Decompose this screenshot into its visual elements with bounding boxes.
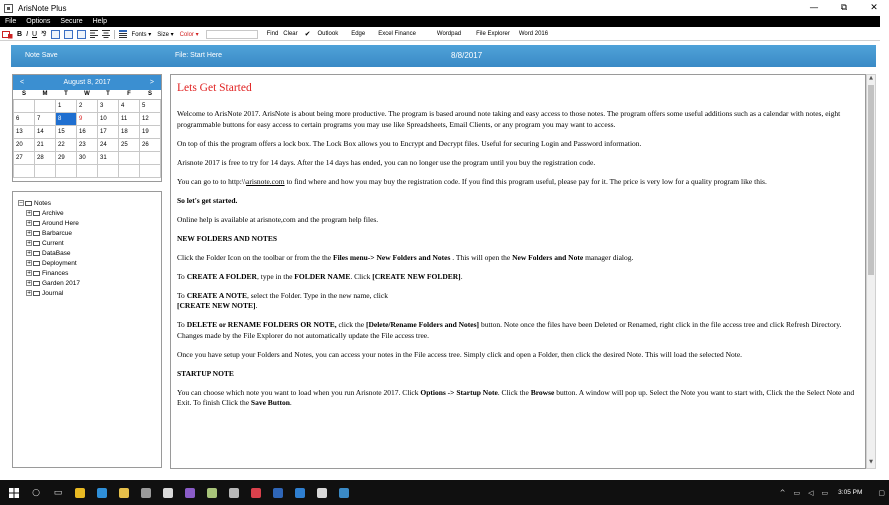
expand-icon[interactable]: + (27, 260, 32, 266)
note-text: To (177, 320, 187, 329)
toolbar-divider (114, 30, 115, 39)
tree-folder-item[interactable] (13, 258, 161, 268)
note-paragraph (177, 369, 859, 380)
note-text: [CREATE NEW NOTE] (177, 301, 256, 310)
editor-scrollbar[interactable] (866, 74, 876, 469)
taskbar-notes-icon[interactable] (160, 485, 176, 501)
weekday-label: T (98, 90, 119, 99)
note-text: You can go to to http:\\ (177, 176, 247, 186)
fonts-dropdown[interactable]: Fonts ▾ (131, 31, 152, 38)
calendar-day[interactable] (119, 164, 140, 177)
color-dropdown[interactable]: Color ▾ (179, 31, 199, 38)
calendar-day[interactable]: 30 (77, 151, 98, 164)
folder-icon (33, 231, 40, 236)
note-text: To (177, 290, 187, 300)
note-text: button. Note once the files have been Deleted or Renamed, right click in the file access tree and click Refresh Directory. Changes made by the File Explorer do not automatically update the File access tree. (177, 320, 842, 340)
weekday-label: W (77, 90, 98, 99)
visual-studio-icon (185, 488, 195, 498)
file-explorer-button[interactable]: File Explorer (476, 31, 510, 37)
calendar (12, 74, 162, 182)
calendar-day[interactable] (98, 164, 119, 177)
note-text: manager dialog. (583, 252, 634, 262)
calendar-day[interactable] (119, 151, 140, 164)
arisnote-icon (339, 488, 349, 498)
calendar-day[interactable]: 20 (14, 138, 35, 151)
calendar-day[interactable]: 12 (140, 112, 161, 125)
tree-folder-item[interactable] (13, 248, 161, 258)
weekday-label: F (119, 90, 140, 99)
calendar-day[interactable]: 7 (35, 112, 56, 125)
calendar-week (14, 151, 161, 164)
folder-icon (33, 271, 40, 276)
folder-icon (33, 221, 40, 226)
note-text: . (289, 398, 292, 407)
note-text: . (460, 271, 463, 281)
note-text: . Click the (497, 387, 531, 397)
search-icon[interactable]: ○ (32, 487, 40, 498)
note-text: Online help is available at arisnote,com and the program help files. (177, 214, 379, 224)
calendar-day[interactable]: 9 (77, 112, 98, 125)
tree-folder-item[interactable] (13, 238, 161, 248)
note-header (11, 45, 876, 67)
note-paragraph (177, 272, 859, 283)
align-center-icon[interactable] (102, 30, 110, 39)
document-icon[interactable] (77, 30, 86, 39)
collapse-icon[interactable]: − (19, 200, 24, 206)
note-text: , select the Folder. Type in the new name, click (246, 290, 388, 300)
folder-icon (33, 291, 40, 296)
note-paragraph (177, 109, 859, 130)
clock[interactable]: 3:05 PM (838, 489, 863, 496)
system-tray (776, 480, 889, 505)
clear-button[interactable]: Clear (283, 31, 298, 37)
note-text: To (177, 271, 187, 281)
menu-file[interactable]: File (5, 18, 17, 25)
calendar-week (14, 125, 161, 138)
tree-folder-item[interactable] (13, 278, 161, 288)
calendar-header (13, 75, 161, 90)
note-text: . This will open the (450, 252, 513, 262)
copy-icon[interactable] (51, 30, 60, 39)
menu-bar (0, 16, 880, 27)
edge-icon (97, 488, 107, 498)
calendar-day[interactable] (35, 99, 56, 112)
note-text: Click the Folder Icon on the toolbar or from the the (177, 252, 334, 262)
calendar-day[interactable] (140, 164, 161, 177)
calendar-day[interactable]: 17 (98, 125, 119, 138)
underline-button[interactable]: U (32, 30, 38, 38)
toolbar (0, 28, 880, 41)
note-text: [CREATE NEW FOLDER] (372, 271, 461, 281)
title-bar (0, 0, 889, 16)
weekday-label: S (14, 90, 35, 99)
note-text: NEW FOLDERS AND NOTES (177, 233, 278, 243)
scroll-down-icon[interactable]: ▼ (869, 459, 873, 465)
strikethrough-icon[interactable]: ⅋ (41, 29, 47, 38)
close-button[interactable]: ✕ (870, 3, 878, 13)
scroll-up-icon[interactable]: ▲ (869, 75, 873, 81)
taskbar-arisnote-icon[interactable] (336, 485, 352, 501)
calendar-day[interactable]: 25 (119, 138, 140, 151)
word-icon (273, 488, 283, 498)
calculator-icon (141, 488, 151, 498)
maximize-button[interactable]: ⧉ (840, 3, 848, 13)
notifications-icon[interactable]: ▢ (878, 488, 885, 497)
tree-folder-item[interactable] (13, 208, 161, 218)
wordpad-button[interactable]: Wordpad (436, 31, 462, 37)
task-view-icon[interactable]: ▭ (53, 487, 63, 498)
note-text: to find where and how you may buy the registration code. If you find this program useful, please pay for it. The price is very low for a quality program like this. (284, 176, 767, 186)
menu-options[interactable]: Options (26, 18, 51, 25)
chrome-icon (75, 488, 85, 498)
expand-icon[interactable]: + (27, 290, 32, 296)
calendar-week (14, 138, 161, 151)
calendar-day[interactable]: 16 (77, 125, 98, 138)
taskbar-cloud-icon[interactable] (314, 485, 330, 501)
calendar-day[interactable]: 6 (14, 112, 35, 125)
note-text: Welcome to ArisNote 2017. ArisNote is about being more productive. The program is based around note taking and easy access to those notes. The program offers some useful additions such as a calendar with notes, eight programmable buttons for easy access to certain programs you may use like Spreadsheets, Email Clients, or any program you may want to access. (177, 109, 841, 129)
tree-label: Notes (34, 199, 51, 207)
note-text: button. A window will pop up. Select the Note you want to start with, Click the the Select Note and Exit. To finish Click the (177, 387, 855, 407)
folder-icon (33, 281, 40, 286)
window-title: ArisNote Plus (18, 3, 67, 13)
show-hidden-icon[interactable]: ^ (779, 488, 786, 497)
tree-label: Journal (42, 289, 64, 297)
calendar-day[interactable]: 13 (14, 125, 35, 138)
app-icon (4, 4, 13, 13)
check-icon[interactable]: ✔ (304, 30, 311, 38)
expand-icon[interactable]: + (27, 230, 32, 236)
paste-icon[interactable] (64, 30, 73, 39)
tree-label: Current (42, 239, 64, 247)
calendar-day[interactable]: 10 (98, 112, 119, 125)
calendar-day[interactable]: 18 (119, 125, 140, 138)
note-text: Browse (530, 387, 555, 397)
align-left-icon[interactable] (90, 30, 98, 39)
weekday-label: S (140, 90, 161, 99)
current-file-label: File: Start Here (175, 52, 223, 59)
note-text: CREATE A FOLDER (186, 271, 257, 281)
scroll-thumb[interactable] (868, 85, 874, 275)
tree-label: Finances (42, 269, 69, 277)
note-paragraph (177, 158, 859, 169)
calendar-day[interactable]: 8 (56, 112, 77, 125)
folder-icon (33, 241, 40, 246)
calendar-day[interactable]: 15 (56, 125, 77, 138)
note-link[interactable]: arisnote.com (246, 176, 285, 186)
note-text: FOLDER NAME (294, 271, 351, 281)
taskbar-file-explorer-icon[interactable] (116, 485, 132, 501)
folder-icon (33, 261, 40, 266)
note-text: Options -> Startup Note (420, 387, 498, 397)
note-paragraph (177, 234, 859, 245)
calendar-day[interactable] (56, 164, 77, 177)
tree-label: DataBase (42, 249, 71, 257)
note-editor[interactable] (170, 74, 866, 469)
note-paragraph (177, 350, 859, 361)
calendar-day[interactable] (77, 164, 98, 177)
menu-secure[interactable]: Secure (60, 18, 83, 25)
taskbar-chrome-icon[interactable] (72, 485, 88, 501)
calendar-day[interactable] (14, 164, 35, 177)
taskbar-word-icon[interactable] (270, 485, 286, 501)
taskbar-maps-icon[interactable] (248, 485, 264, 501)
taskbar (0, 480, 889, 505)
tree-label: Barbarcue (42, 229, 72, 237)
calendar-day[interactable]: 28 (35, 151, 56, 164)
tree-folder-item[interactable] (13, 228, 161, 238)
calendar-day[interactable]: 5 (140, 99, 161, 112)
weekday-label: T (56, 90, 77, 99)
excel-finance-button[interactable]: Excel Finance (378, 31, 416, 37)
italic-button[interactable]: I (26, 30, 29, 38)
taskbar-outlook-icon[interactable] (292, 485, 308, 501)
note-text: [Delete/Rename Folders and Notes] (365, 320, 480, 329)
calendar-day[interactable]: 31 (98, 151, 119, 164)
file-explorer-icon (119, 488, 129, 498)
note-text: click the (336, 320, 366, 329)
taskbar-visual-studio-icon[interactable] (182, 485, 198, 501)
note-paragraph (177, 253, 859, 264)
expand-icon[interactable]: + (27, 210, 32, 216)
prev-month-button[interactable]: < (20, 79, 25, 86)
taskbar-media-icon[interactable] (226, 485, 242, 501)
folder-icon (33, 251, 40, 256)
note-text: STARTUP NOTE (177, 368, 234, 378)
tool-icon (207, 488, 217, 498)
note-text: . Click (350, 271, 373, 281)
calendar-day[interactable]: 1 (56, 99, 77, 112)
expand-icon[interactable]: + (27, 220, 32, 226)
tree-label: Garden 2017 (42, 279, 80, 287)
tree-root-notes[interactable] (13, 198, 161, 208)
media-icon (229, 488, 239, 498)
note-paragraph (177, 215, 859, 226)
calendar-day[interactable] (35, 164, 56, 177)
note-text: Save Button (250, 398, 290, 407)
expand-icon[interactable]: + (27, 240, 32, 246)
note-text: So let's get started. (177, 195, 238, 205)
tree-label: Deployment (42, 259, 77, 267)
calendar-day[interactable]: 23 (77, 138, 98, 151)
calendar-day[interactable]: 3 (98, 99, 119, 112)
calendar-day[interactable]: 14 (35, 125, 56, 138)
note-text: Once you have setup your Folders and Notes, you can access your notes in the File access tree. Simply click and open a Folder, then click the desired Note. This will load the selected Note. (177, 349, 743, 359)
expand-icon[interactable]: + (27, 250, 32, 256)
next-month-button[interactable]: > (149, 79, 154, 86)
window-controls (799, 0, 889, 16)
size-dropdown[interactable]: Size ▾ (157, 31, 174, 38)
minimize-button[interactable]: — (809, 3, 819, 13)
outlook-button[interactable]: Outlook (317, 31, 339, 37)
tree-label: Around Here (42, 219, 79, 227)
find-button[interactable]: Find (266, 31, 279, 37)
note-text: CREATE A NOTE (186, 290, 247, 300)
calendar-week (14, 99, 161, 112)
note-text: You can choose which note you want to load when you run Arisnote 2017. Click (177, 387, 421, 397)
volume-icon[interactable]: ◁ (808, 488, 814, 497)
calendar-day[interactable]: 11 (119, 112, 140, 125)
note-text: , type in the (256, 271, 295, 281)
taskbar-calculator-icon[interactable] (138, 485, 154, 501)
calendar-grid (13, 90, 161, 178)
calendar-day[interactable]: 29 (56, 151, 77, 164)
tree-folder-item[interactable] (13, 288, 161, 298)
tree-folder-item[interactable] (13, 218, 161, 228)
note-paragraph (177, 291, 859, 312)
folder-icon (25, 201, 32, 206)
calendar-day[interactable]: 4 (119, 99, 140, 112)
calendar-day[interactable] (140, 151, 161, 164)
outlook-icon (295, 488, 305, 498)
note-text: DELETE or RENAME FOLDERS OR NOTE, (186, 320, 337, 329)
calendar-day[interactable]: 22 (56, 138, 77, 151)
bold-button[interactable]: B (17, 30, 23, 38)
tree-label: Archive (42, 209, 64, 217)
calendar-day[interactable]: 21 (35, 138, 56, 151)
note-heading: Lets Get Started (177, 82, 252, 94)
taskbar-edge-icon[interactable] (94, 485, 110, 501)
menu-help[interactable]: Help (92, 18, 107, 25)
expand-icon[interactable]: + (27, 270, 32, 276)
calendar-day[interactable]: 27 (14, 151, 35, 164)
calendar-day[interactable]: 2 (77, 99, 98, 112)
weekday-label: M (35, 90, 56, 99)
note-text: New Folders and Note (512, 252, 584, 262)
edge-button[interactable]: Edge (351, 31, 366, 37)
calendar-day[interactable]: 26 (140, 138, 161, 151)
notes-icon (163, 488, 173, 498)
calendar-day[interactable] (14, 99, 35, 112)
tree-folder-item[interactable] (13, 268, 161, 278)
folder-icon (33, 211, 40, 216)
note-paragraph (177, 139, 859, 150)
note-save-button[interactable]: Note Save (25, 52, 58, 59)
search-input[interactable] (206, 30, 258, 39)
word-2016-button[interactable]: Word 2016 (518, 31, 549, 37)
text-align-icon[interactable] (119, 30, 127, 39)
keyboard-icon[interactable]: ▭ (821, 488, 829, 497)
note-paragraph (177, 177, 859, 188)
expand-icon[interactable]: + (27, 280, 32, 286)
cloud-icon (317, 488, 327, 498)
maps-icon (251, 488, 261, 498)
note-paragraph (177, 320, 859, 341)
note-paragraph (177, 388, 859, 409)
note-text: On top of this the program offers a lock box. The Lock Box allows you to Encrypt and Decrypt files. Useful for securing Login and Password information. (177, 138, 642, 148)
calendar-title: August 8, 2017 (63, 79, 111, 86)
calendar-day[interactable]: 19 (140, 125, 161, 138)
calendar-week (14, 112, 161, 125)
note-text: Files menu-> New Folders and Notes (333, 252, 451, 262)
file-access-tree (12, 191, 162, 468)
calendar-week (14, 164, 161, 177)
note-paragraph (177, 196, 859, 207)
taskbar-tool-icon[interactable] (204, 485, 220, 501)
network-icon[interactable]: ▭ (793, 488, 801, 497)
windows-start-icon[interactable] (6, 485, 22, 501)
calendar-day[interactable]: 24 (98, 138, 119, 151)
current-date: 8/8/2017 (451, 51, 483, 60)
note-text: . (255, 301, 258, 310)
new-folder-icon[interactable] (2, 30, 13, 39)
note-text: Arisnote 2017 is free to try for 14 days. After the 14 days has ended, you can no longer use the program until you buy the registration code. (177, 157, 596, 167)
